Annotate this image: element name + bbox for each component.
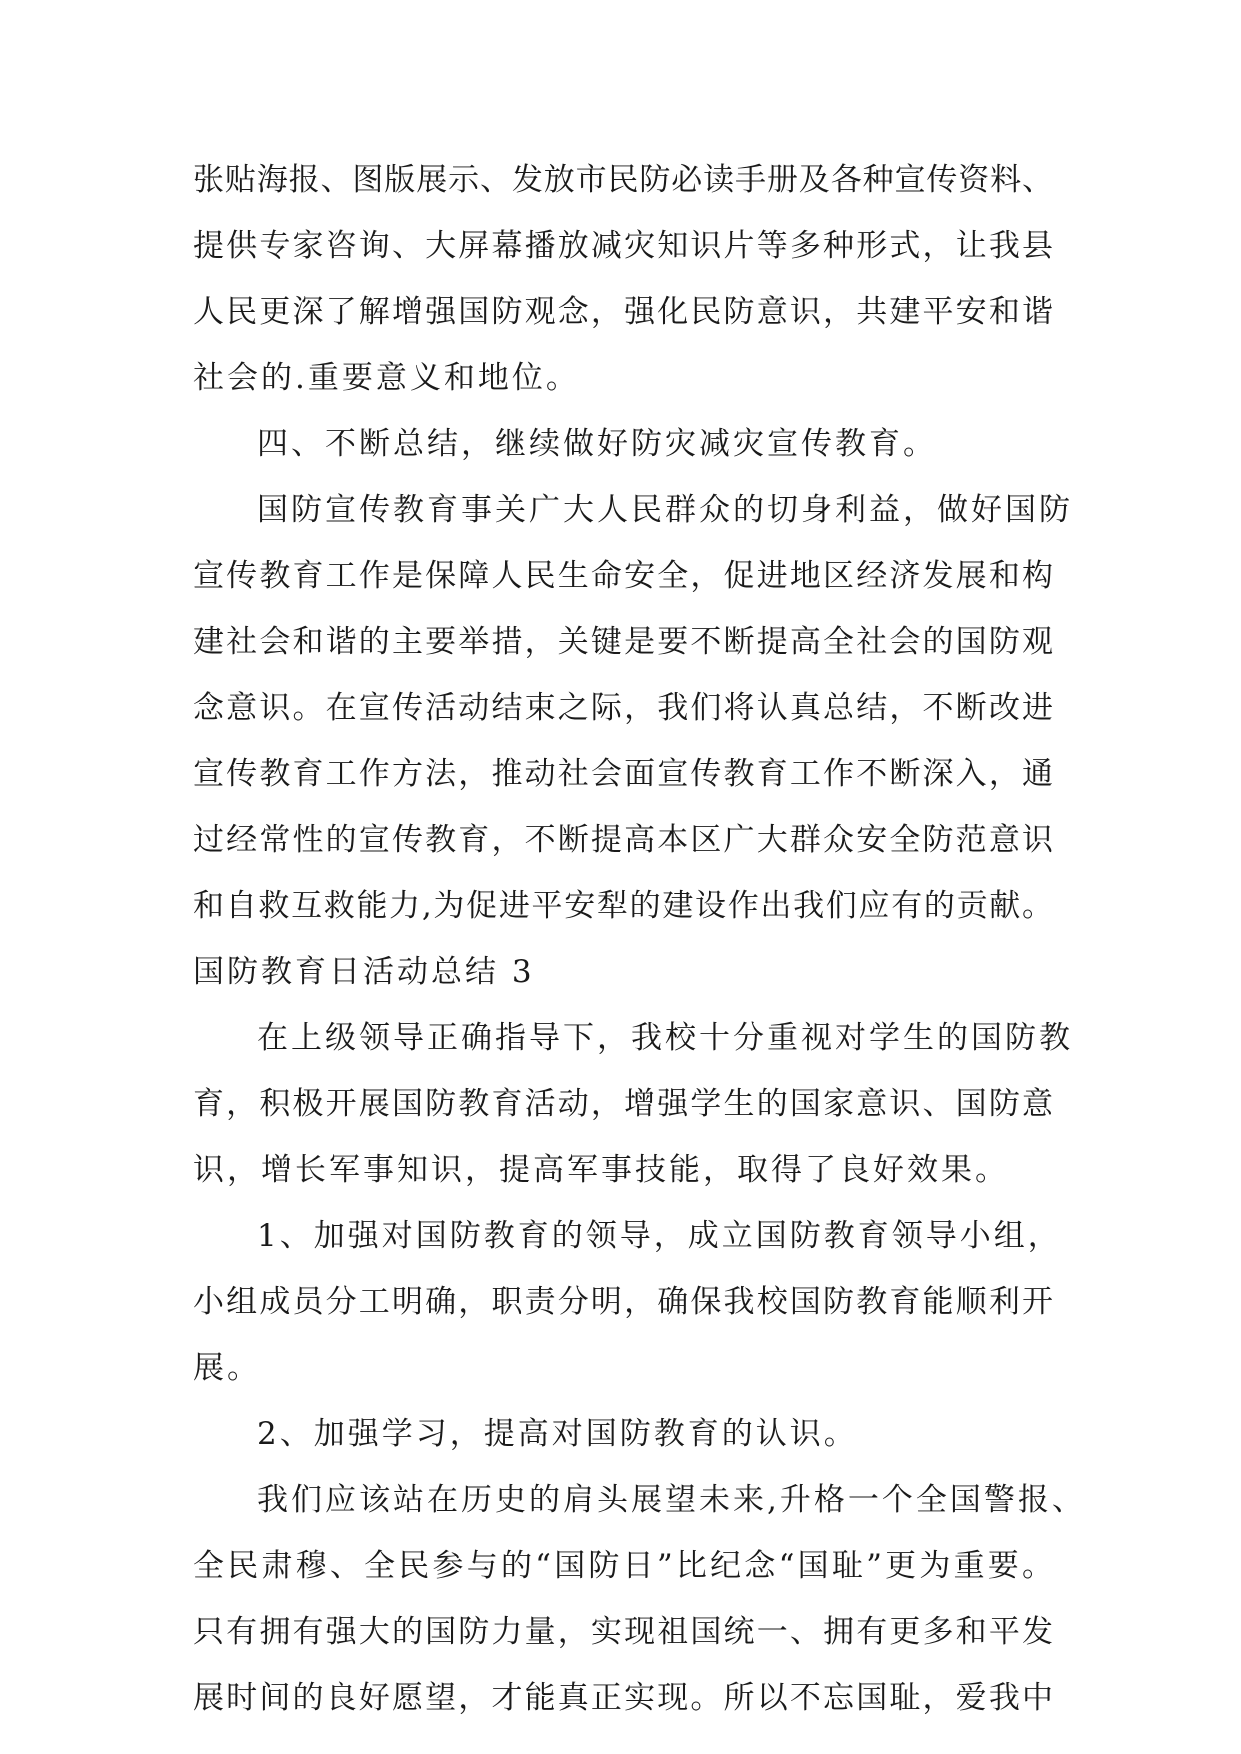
text-line: 过经常性的宣传教育，不断提高本区广大群众安全防范意识 <box>193 822 1053 858</box>
text-line: 提供专家咨询、大屏幕播放减灾知识片等多种形式，让我县 <box>193 228 1053 264</box>
text-line: 宣传教育工作方法，推动社会面宣传教育工作不断深入，通 <box>193 756 1053 792</box>
text-line: 社会的.重要意义和地位。 <box>193 360 580 396</box>
text-line: 小组成员分工明确，职责分明，确保我校国防教育能顺利开 <box>193 1284 1053 1320</box>
list-item: 1、加强对国防教育的领导，成立国防教育领导小组， <box>257 1218 1062 1254</box>
text-line: 建社会和谐的主要举措，关键是要不断提高全社会的国防观 <box>193 624 1053 660</box>
text-line: 宣传教育工作是保障人民生命安全，促进地区经济发展和构 <box>193 558 1053 594</box>
document-title: 国防教育日活动总结 3 <box>193 954 535 990</box>
text-line: 识，增长军事知识，提高军事技能，取得了良好效果。 <box>193 1152 1009 1188</box>
text-line: 和自救互救能力,为促进平安犁的建设作出我们应有的贡献。 <box>193 888 1053 924</box>
text-line: 展时间的良好愿望，才能真正实现。所以不忘国耻，爱我中 <box>193 1680 1053 1716</box>
text-line: 张贴海报、图版展示、发放市民防必读手册及各种宣传资料、 <box>193 162 1053 198</box>
paragraph-start: 国防宣传教育事关广大人民群众的切身利益，做好国防 <box>257 492 1073 528</box>
text-line: 只有拥有强大的国防力量，实现祖国统一、拥有更多和平发 <box>193 1614 1053 1650</box>
list-item: 2、加强学习，提高对国防教育的认识。 <box>257 1416 858 1452</box>
paragraph-start: 在上级领导正确指导下，我校十分重视对学生的国防教 <box>257 1020 1073 1056</box>
text-line: 念意识。在宣传活动结束之际，我们将认真总结，不断改进 <box>193 690 1053 726</box>
section-heading: 四、不断总结，继续做好防灾减灾宣传教育。 <box>257 426 937 462</box>
text-line: 人民更深了解增强国防观念，强化民防意识，共建平安和谐 <box>193 294 1053 330</box>
text-line: 全民肃穆、全民参与的“国防日”比纪念“国耻”更为重要。 <box>193 1548 1053 1584</box>
paragraph-start: 我们应该站在历史的肩头展望未来,升格一个全国警报、 <box>257 1482 1086 1518</box>
text-line: 展。 <box>193 1350 261 1386</box>
text-line: 育，积极开展国防教育活动，增强学生的国家意识、国防意 <box>193 1086 1053 1122</box>
